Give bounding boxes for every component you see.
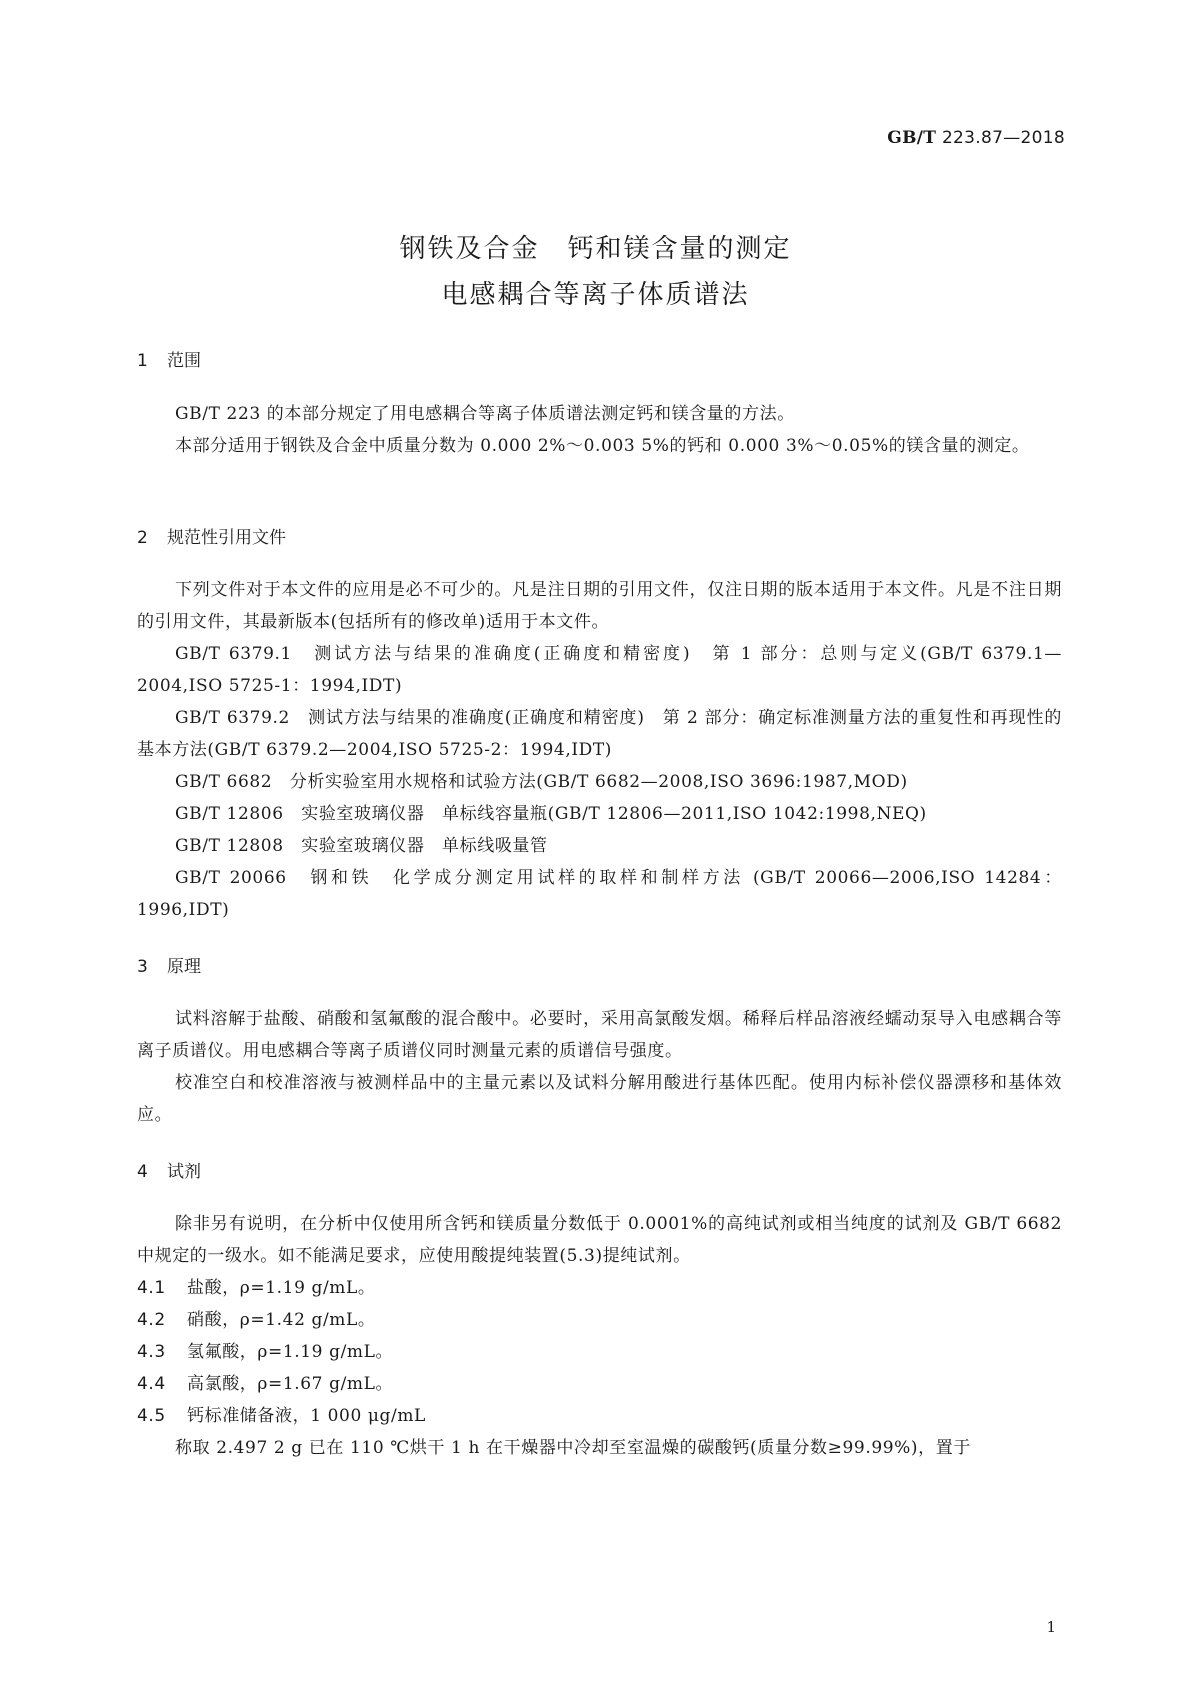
page-number: 1 bbox=[1046, 1618, 1056, 1636]
reagent-item: 4.1 盐酸，ρ=1.19 g/mL。 bbox=[137, 1278, 376, 1298]
references-intro: 下列文件对于本文件的应用是必不可少的。凡是注日期的引用文件，仅注日期的版本适用于本文件。凡是不注日期的引用文件，其最新版本(包括所有的修改单)适用于本文件。 bbox=[137, 580, 1062, 632]
reagent-item: 4.2 硝酸，ρ=1.42 g/mL。 bbox=[137, 1310, 376, 1330]
reagent-item: 4.3 氢氟酸，ρ=1.19 g/mL。 bbox=[137, 1342, 394, 1362]
scope-paragraph-2: 本部分适用于钢铁及合金中质量分数为 0.000 2%～0.003 5%的钙和 0.000 3%～0.05%的镁含量的测定。 bbox=[175, 436, 1030, 456]
section-heading-scope: 1 范围 bbox=[137, 351, 201, 371]
principle-paragraph-2: 校准空白和校准溶液与被测样品中的主量元素以及试料分解用酸进行基体匹配。使用内标补偿仪器漂移和基体效应。 bbox=[137, 1073, 1062, 1125]
document-title-line1: 钢铁及合金 钙和镁含量的测定 bbox=[399, 234, 792, 264]
reference-item: GB/T 6379.1 测试方法与结果的准确度(正确度和精密度) 第 1 部分：总则与定义(GB/T 6379.1—2004,ISO 5725-1：1994,IDT) bbox=[137, 644, 1062, 696]
principle-paragraph-1: 试料溶解于盐酸、硝酸和氢氟酸的混合酸中。必要时，采用高氯酸发烟。稀释后样品溶液经蠕动泵导入电感耦合等离子质谱仪。用电感耦合等离子质谱仪同时测量元素的质谱信号强度。 bbox=[137, 1009, 1062, 1061]
reagent-procedure-text: 称取 2.497 2 g 已在 110 ℃烘干 1 h 在干燥器中冷却至室温燥的碳酸钙(质量分数≥99.99%)，置于 bbox=[175, 1438, 971, 1458]
section-heading-reagents: 4 试剂 bbox=[137, 1162, 201, 1182]
standard-code: GB/T 223.87—2018 bbox=[887, 128, 1065, 148]
reagent-item: 4.5 钙标准储备液，1 000 μg/mL bbox=[137, 1406, 426, 1426]
reagent-item: 4.4 高氯酸，ρ=1.67 g/mL。 bbox=[137, 1374, 394, 1394]
scope-paragraph-1: GB/T 223 的本部分规定了用电感耦合等离子体质谱法测定钙和镁含量的方法。 bbox=[175, 404, 795, 424]
reference-item: GB/T 6682 分析实验室用水规格和试验方法(GB/T 6682—2008,ISO 3696:1987,MOD) bbox=[175, 772, 908, 792]
section-heading-references: 2 规范性引用文件 bbox=[137, 528, 286, 548]
reagents-intro: 除非另有说明，在分析中仅使用所含钙和镁质量分数低于 0.0001%的高纯试剂或相当纯度的试剂及 GB/T 6682 中规定的一级水。如不能满足要求，应使用酸提纯装置(5.3)提纯试剂。 bbox=[137, 1214, 1062, 1266]
reference-item: GB/T 6379.2 测试方法与结果的准确度(正确度和精密度) 第 2 部分：确定标准测量方法的重复性和再现性的基本方法(GB/T 6379.2—2004,ISO 5725-2：1994,IDT) bbox=[137, 708, 1062, 760]
document-title-line2: 电感耦合等离子体质谱法 bbox=[441, 280, 750, 310]
reference-item: GB/T 12808 实验室玻璃仪器 单标线吸量管 bbox=[175, 836, 548, 856]
section-heading-principle: 3 原理 bbox=[137, 957, 201, 977]
reference-item: GB/T 12806 实验室玻璃仪器 单标线容量瓶(GB/T 12806—2011,ISO 1042:1998,NEQ) bbox=[175, 804, 927, 824]
reference-item: GB/T 20066 钢和铁 化学成分测定用试样的取样和制样方法 (GB/T 20066—2006,ISO 14284：1996,IDT) bbox=[137, 868, 1062, 920]
